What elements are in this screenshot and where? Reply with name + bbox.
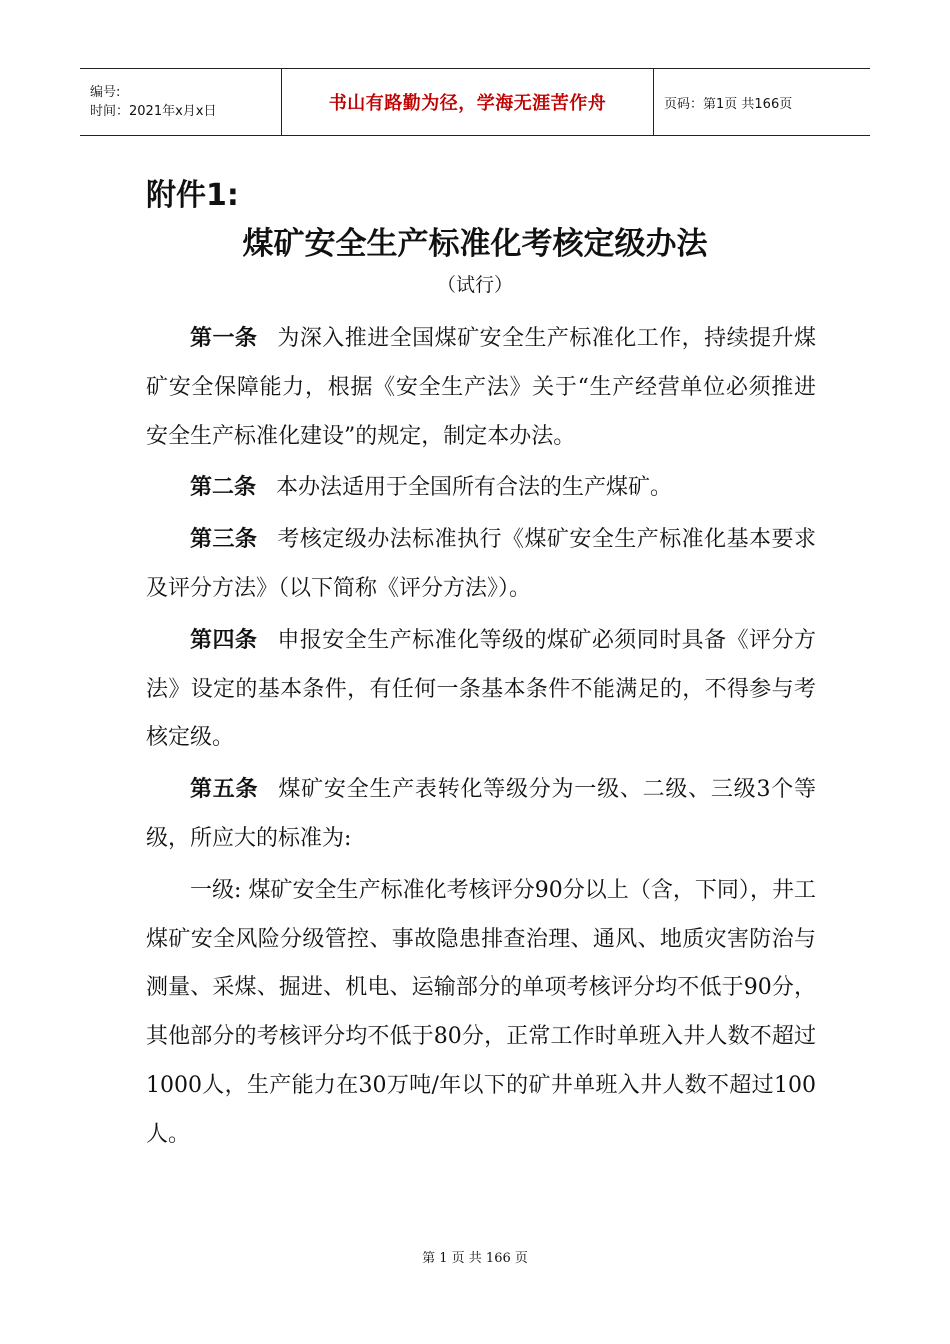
article-text: 本办法适用于全国所有合法的生产煤矿。 [276, 475, 673, 501]
page-number-label: 页码：第1页 共166页 [664, 96, 793, 112]
time-label: 时间：2021年x月x日 [90, 104, 217, 119]
attachment-label: 附件1: [146, 178, 239, 213]
article-text: 为深入推进全国煤矿安全生产标准化工作，持续提升煤矿安全保障能力，根据《安全生产法》关于“生产经营单位必须推进安全生产标准化建设”的规定，制定本办法。 [146, 326, 816, 449]
article-paragraph [146, 315, 816, 461]
article-label: 第五条 [190, 777, 259, 803]
article-label: 第二条 [190, 475, 257, 501]
motto-text: 书山有路勤为径，学海无涯苦作舟 [328, 93, 607, 114]
article-paragraph [146, 617, 816, 763]
page-footer: 第 1 页 共 166 页 [422, 1251, 528, 1266]
article-paragraph [146, 766, 816, 864]
article-text: 申报安全生产标准化等级的煤矿必须同时具备《评分方法》设定的基本条件，有任何一条基本条件不能满足的，不得参与考核定级。 [146, 627, 816, 751]
article-text: 考核定级办法标准执行《煤矿安全生产标准化基本要求及评分方法》（以下简称《评分方法》）。 [146, 527, 816, 601]
article-label: 第一条 [190, 326, 258, 351]
article-paragraph [146, 464, 816, 513]
document-subtitle: （试行） [436, 274, 513, 296]
article-label: 第四条 [190, 627, 258, 653]
header-page-cell [654, 69, 870, 135]
level-one-paragraph: 一级: 煤矿安全生产标准化考核评分90分以上（含，下同），井工煤矿安全风险分级管控、事故隐患排查治理、通风、地质灾害防治与测量、采煤、掘进、机电、运输部分的单项考核评分均不低于90分，其他部分的考核评分均不低于80分，正常工作时单班入井人数不超过1000人，生产能力在30万吨/年以下的矿井单班入井人数不超过100人。 [146, 877, 816, 1147]
article-paragraph [146, 516, 816, 614]
article-text: 煤矿安全生产表转化等级分为一级、二级、三级3个等级，所应大的标准为: [146, 777, 816, 851]
header-meta [80, 69, 282, 135]
article-label: 第三条 [190, 527, 258, 553]
page-header [80, 68, 870, 136]
document-body [146, 315, 816, 1160]
header-motto-cell [282, 69, 654, 135]
document-title: 煤矿安全生产标准化考核定级办法 [242, 226, 708, 262]
number-label: 编号: [90, 85, 121, 100]
